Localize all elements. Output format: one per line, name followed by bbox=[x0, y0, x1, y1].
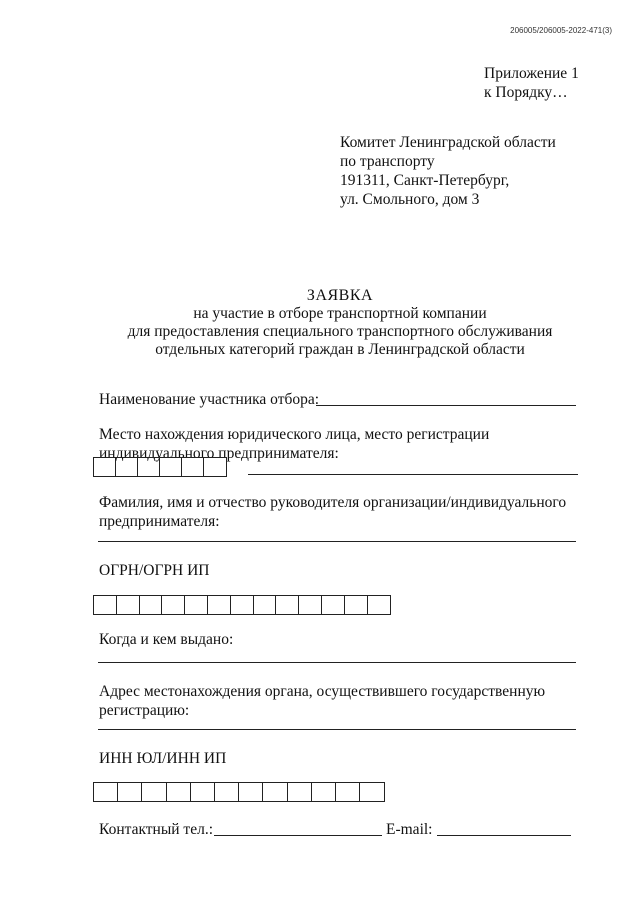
addressee-block bbox=[340, 133, 556, 209]
inn-cell[interactable] bbox=[191, 783, 215, 801]
ogrn-cell[interactable] bbox=[208, 596, 231, 614]
document-id: 206005/206005-2022-471(3) bbox=[510, 26, 612, 35]
email-label: E-mail: bbox=[386, 821, 433, 838]
participant-name-line[interactable] bbox=[316, 405, 576, 406]
head-name-line[interactable] bbox=[98, 541, 576, 542]
title-line-3: отдельных категорий граждан в Ленинградской области bbox=[155, 341, 525, 358]
location-address-line[interactable] bbox=[248, 474, 578, 475]
appendix-note bbox=[484, 64, 579, 102]
ogrn-label: ОГРН/ОГРН ИП bbox=[99, 562, 210, 579]
authority-label-line-1: Адрес местонахождения органа, осуществившего государственную bbox=[99, 683, 546, 700]
email-line[interactable] bbox=[437, 835, 571, 836]
location-label-line-2: индивидуального предпринимателя: bbox=[99, 445, 339, 462]
authority-label-line-2: регистрацию: bbox=[99, 702, 190, 719]
authority-address-label bbox=[99, 682, 545, 720]
head-name-label-line-1: Фамилия, имя и отчество руководителя организации/индивидуального bbox=[99, 494, 567, 511]
addressee-line-4: ул. Смольного, дом 3 bbox=[340, 191, 480, 208]
inn-cell[interactable] bbox=[263, 783, 287, 801]
application-title-block bbox=[0, 287, 640, 359]
inn-cell[interactable] bbox=[239, 783, 263, 801]
ogrn-cell[interactable] bbox=[94, 596, 117, 614]
inn-cell[interactable] bbox=[94, 783, 118, 801]
postal-code-cell[interactable] bbox=[182, 458, 204, 476]
ogrn-cell[interactable] bbox=[345, 596, 368, 614]
inn-cell[interactable] bbox=[118, 783, 142, 801]
postal-code-boxes[interactable] bbox=[93, 457, 227, 477]
inn-boxes[interactable] bbox=[93, 782, 385, 802]
addressee-line-1: Комитет Ленинградской области bbox=[340, 134, 556, 151]
ogrn-cell[interactable] bbox=[254, 596, 277, 614]
postal-code-cell[interactable] bbox=[160, 458, 182, 476]
postal-code-cell[interactable] bbox=[138, 458, 160, 476]
ogrn-cell[interactable] bbox=[299, 596, 322, 614]
participant-name-label: Наименование участника отбора: bbox=[99, 391, 320, 408]
title-line-1: на участие в отборе транспортной компании bbox=[193, 305, 487, 322]
ogrn-cell[interactable] bbox=[322, 596, 345, 614]
application-heading: ЗАЯВКА bbox=[306, 287, 374, 304]
inn-cell[interactable] bbox=[360, 783, 384, 801]
phone-line[interactable] bbox=[214, 835, 382, 836]
inn-cell[interactable] bbox=[167, 783, 191, 801]
inn-cell[interactable] bbox=[288, 783, 312, 801]
issued-label: Когда и кем выдано: bbox=[99, 631, 234, 648]
title-line-2: для предоставления специального транспортного обслуживания bbox=[127, 323, 553, 340]
addressee-line-3: 191311, Санкт-Петербург, bbox=[340, 172, 510, 189]
ogrn-cell[interactable] bbox=[231, 596, 254, 614]
ogrn-cell[interactable] bbox=[140, 596, 163, 614]
ogrn-cell[interactable] bbox=[117, 596, 140, 614]
ogrn-cell[interactable] bbox=[185, 596, 208, 614]
inn-label: ИНН ЮЛ/ИНН ИП bbox=[99, 750, 227, 767]
issued-line[interactable] bbox=[98, 662, 576, 663]
inn-cell[interactable] bbox=[312, 783, 336, 801]
head-name-label-line-2: предпринимателя: bbox=[99, 513, 220, 530]
location-label-line-1: Место нахождения юридического лица, место регистрации bbox=[99, 426, 490, 443]
ogrn-cell[interactable] bbox=[276, 596, 299, 614]
phone-label: Контактный тел.: bbox=[99, 821, 214, 838]
ogrn-cell[interactable] bbox=[368, 596, 391, 614]
ogrn-boxes[interactable] bbox=[93, 595, 391, 615]
postal-code-cell[interactable] bbox=[116, 458, 138, 476]
ogrn-cell[interactable] bbox=[162, 596, 185, 614]
inn-cell[interactable] bbox=[215, 783, 239, 801]
authority-address-line[interactable] bbox=[98, 729, 576, 730]
addressee-line-2: по транспорту bbox=[340, 153, 435, 170]
postal-code-cell[interactable] bbox=[204, 458, 226, 476]
inn-cell[interactable] bbox=[142, 783, 166, 801]
postal-code-cell[interactable] bbox=[94, 458, 116, 476]
appendix-line-1: Приложение 1 bbox=[484, 65, 579, 82]
inn-cell[interactable] bbox=[336, 783, 360, 801]
appendix-line-2: к Порядку… bbox=[484, 84, 568, 101]
head-name-label bbox=[99, 493, 566, 531]
